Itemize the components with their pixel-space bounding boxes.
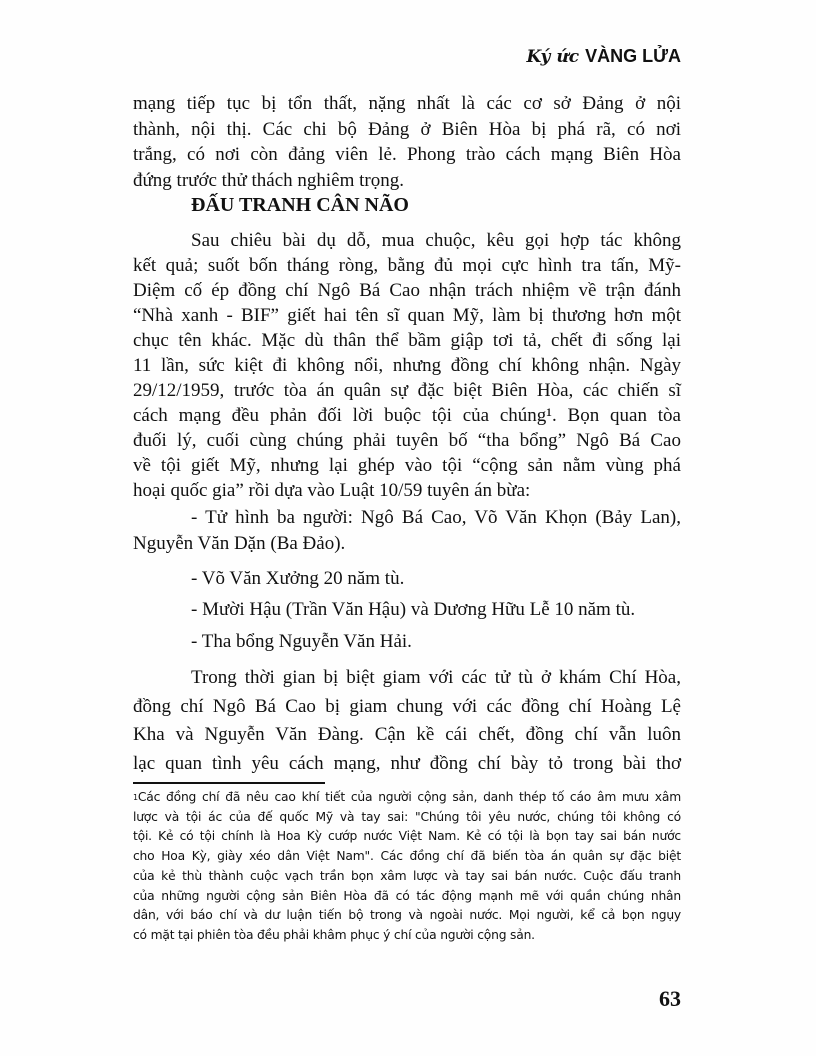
text-line: - Tử hình ba người: Ngô Bá Cao, Võ Văn Khọn (Bảy Lan), (191, 507, 681, 528)
text-line: dân, với báo chí và dư luận tiến bộ trong và ngoài nước. Mọi người, kể cả bọn ngụy (133, 908, 681, 923)
sentence-item-4 (133, 629, 681, 655)
text-line: tội. Kẻ có tội chính là Hoa Kỳ cướp nước Việt Nam. Kẻ có tội là bọn tay sai bán nước (133, 829, 681, 844)
text-line: đồng chí Ngô Bá Cao bị giam chung với các đồng chí Hoàng Lệ (133, 695, 681, 717)
sentence-item-3 (133, 597, 681, 623)
text-line: Diệm cố ép đồng chí Ngô Bá Cao nhận trách nhiệm về trận đánh (133, 280, 681, 301)
text-line: - Mười Hậu (Trần Văn Hậu) và Dương Hữu Lễ 10 năm tù. (191, 599, 636, 620)
text-line: Trong thời gian bị biệt giam với các tử tù ở khám Chí Hòa, (191, 667, 681, 688)
sentence-item-1 (133, 505, 681, 557)
text-line: - Võ Văn Xưởng 20 năm tù. (191, 568, 405, 589)
text-line: cách mạng đều phản đối lời buộc tội của chúng¹. Bọn quan tòa (133, 405, 681, 426)
running-header (527, 46, 681, 67)
text-line: Kha và Nguyễn Văn Đàng. Cận kề cái chết, đồng chí vẫn luôn (133, 724, 681, 745)
paragraph-1 (133, 91, 681, 194)
sentence-item-2 (133, 566, 681, 592)
book-title-script: Ký ức (526, 47, 580, 67)
text-line: 11 lần, sức kiệt đi không nổi, nhưng đồng chí không nhận. Ngày (133, 355, 681, 376)
text-line: có mặt tại phiên tòa đều phải khâm phục ý chí của người cộng sản. (133, 927, 535, 942)
text-line: mạng tiếp tục bị tổn thất, nặng nhất là các cơ sở Đảng ở nội (133, 93, 681, 114)
text-line: “Nhà xanh - BIF” giết hai tên sĩ quan Mỹ, làm bị thương hơn một (133, 305, 681, 326)
text-line: về tội giết Mỹ, nhưng lại ghép vào tội “cộng sản nằm vùng phá (133, 455, 681, 476)
text-line: của những người cộng sản Biên Hòa đã có tác động mạnh mẽ với quần chúng nhân (133, 888, 681, 903)
paragraph-3 (133, 664, 681, 778)
text-line: lạc quan tình yêu cách mạng, như đồng chí bày tỏ trong bài thơ (133, 752, 681, 774)
section-heading: ĐẤU TRANH CÂN NÃO (191, 194, 409, 216)
footnote-marker: 1 (133, 793, 138, 802)
footnote-divider (133, 782, 325, 784)
text-line: lược và tội ác của đế quốc Mỹ và tay sai: "Chúng tôi yêu nước, chúng tôi không có (133, 809, 681, 824)
text-line: của kẻ thù thành cuộc vạch trần bọn xâm lược và tay sai bán nước. Cuộc đấu tranh (133, 868, 681, 883)
footnote-text: Các đồng chí đã nêu cao khí tiết của người cộng sản, danh thép tố cáo âm mưu xâm (137, 790, 681, 804)
text-line: kết quả; suốt bốn tháng ròng, bằng đủ mọi cực hình tra tấn, Mỹ- (133, 255, 681, 276)
text-line: 29/12/1959, trước tòa án quân sự đặc biệt Biên Hòa, các chiến sĩ (133, 380, 681, 401)
text-line: cho Hoa Kỳ, giày xéo dân Việt Nam". Các đồng chí đã biến tòa án quân sự đặc biệt (133, 849, 681, 864)
text-line: hoại quốc gia” rồi dựa vào Luật 10/59 tuyên án bừa: (133, 480, 531, 501)
text-line (133, 788, 681, 808)
book-title: VÀNG LỬA (585, 46, 681, 66)
paragraph-2 (133, 228, 681, 503)
text-line: Sau chiêu bài dụ dỗ, mua chuộc, kêu gọi hợp tác không (191, 230, 681, 251)
text-line: - Tha bổng Nguyễn Văn Hải. (191, 631, 412, 652)
text-line: Nguyễn Văn Dặn (Ba Đảo). (133, 533, 346, 554)
page-number: 63 (659, 986, 681, 1011)
text-line: đứng trước thử thách nghiêm trọng. (133, 170, 405, 192)
text-line: đuối lý, cuối cùng chúng phải tuyên bố “tha bổng” Ngô Bá Cao (133, 430, 681, 451)
text-line: chục tên khác. Mặc dù thân thể bầm giập tơi tả, chết đi sống lại (133, 330, 681, 351)
text-line: thành, nội thị. Các chi bộ Đảng ở Biên Hòa bị phá rã, có nơi (133, 118, 681, 140)
footnote (133, 788, 681, 946)
text-line: trắng, có nơi còn đảng viên lẻ. Phong trào cách mạng Biên Hòa (133, 144, 681, 166)
